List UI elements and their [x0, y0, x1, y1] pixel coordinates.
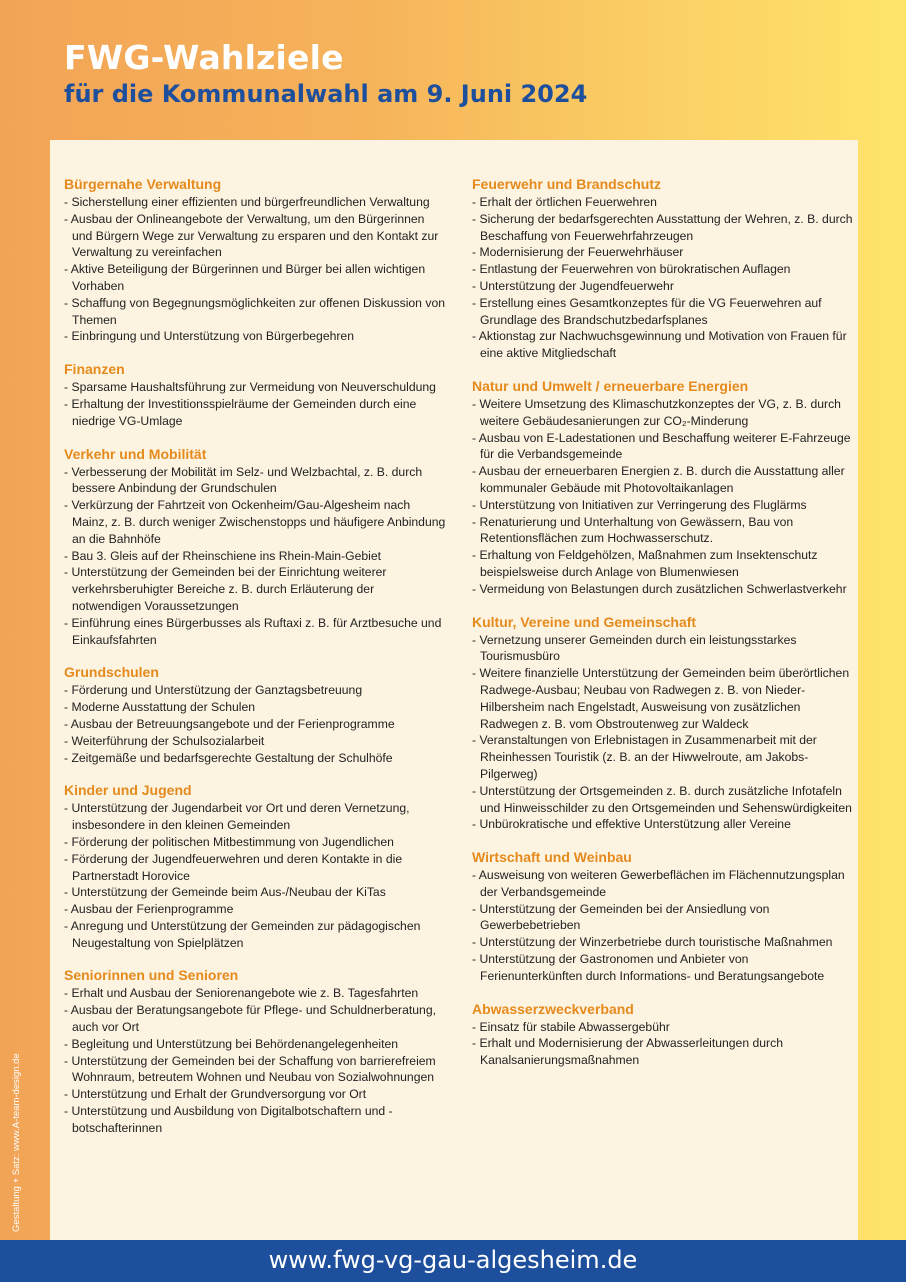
section-heading: Wirtschaft und Weinbau: [472, 849, 632, 866]
goal-item: - Schaffung von Begegnungsmöglichkeiten zur offenen Diskussion von Themen: [64, 295, 446, 329]
goal-item: - Erhalt und Modernisierung der Abwasserleitungen durch Kanalsanierungsmaßnahmen: [472, 1035, 854, 1069]
goal-item: - Ausbau der Ferienprogramme: [64, 901, 446, 918]
goal-item: - Ausbau der erneuerbaren Energien z. B. durch die Ausstattung aller kommunaler Gebäude mit Photovoltaikanlagen: [472, 463, 854, 497]
goal-item: - Ausbau der Betreuungsangebote und der Ferienprogramme: [64, 716, 446, 733]
goal-list: [472, 867, 854, 985]
goal-list: [64, 985, 446, 1136]
goal-item: - Unterstützung der Jugendarbeit vor Ort und deren Vernetzung, insbesondere in den kleinen Gemeinden: [64, 800, 446, 834]
section: [64, 782, 446, 951]
goal-item: - Förderung der politischen Mitbestimmung von Jugendlichen: [64, 834, 446, 851]
goal-item: - Einführung eines Bürgerbusses als Ruftaxi z. B. für Arztbesuche und Einkaufsfahrten: [64, 615, 446, 649]
goal-item: - Unterstützung von Initiativen zur Verringerung des Fluglärms: [472, 497, 854, 514]
content-panel: [50, 140, 858, 1240]
section-heading: Kinder und Jugend: [64, 782, 192, 799]
goal-item: - Anregung und Unterstützung der Gemeinden zur pädagogischen Neugestaltung von Spielplätzen: [64, 918, 446, 952]
section: [472, 176, 854, 362]
section-heading: Feuerwehr und Brandschutz: [472, 176, 662, 192]
section: [64, 176, 446, 345]
goal-item: - Erhaltung von Feldgehölzen, Maßnahmen zum Insektenschutz beispielsweise durch Anlage von Blumenwiesen: [472, 547, 854, 581]
goal-item: - Erstellung eines Gesamtkonzeptes für die VG Feuerwehren auf Grundlage des Brandschutzbedarfsplanes: [472, 295, 854, 329]
goal-item: - Bau 3. Gleis auf der Rheinschiene ins Rhein-Main-Gebiet: [64, 548, 446, 565]
goal-item: - Aktive Beteiligung der Bürgerinnen und Bürger bei allen wichtigen Vorhaben: [64, 261, 446, 295]
goal-item: - Begleitung und Unterstützung bei Behördenangelegenheiten: [64, 1036, 446, 1053]
goal-item: - Vernetzung unserer Gemeinden durch ein leistungsstarkes Tourismusbüro: [472, 632, 854, 666]
section: [64, 446, 446, 649]
goal-list: [472, 396, 854, 598]
goal-item: - Erhalt der örtlichen Feuerwehren: [472, 194, 854, 211]
section: [472, 849, 854, 985]
goal-item: - Erhalt und Ausbau der Seniorenangebote wie z. B. Tagesfahrten: [64, 985, 446, 1002]
goal-item: - Verkürzung der Fahrtzeit von Ockenheim/Gau-Algesheim nach Mainz, z. B. durch weniger Zwischenstopps und häufigere Anbindung an die Bahnhöfe: [64, 497, 446, 547]
page-subtitle: für die Kommunalwahl am 9. Juni 2024: [64, 80, 588, 108]
goal-item: - Ausbau der Onlineangebote der Verwaltung, um den Bürgerinnen und Bürgern Wege zur Verwaltung zu ersparen und den Kontakt zur Verwaltung zu vereinfachen: [64, 211, 446, 261]
section-heading: Abwasserzweckverband: [472, 1000, 634, 1017]
goal-item: - Weitere finanzielle Unterstützung der Gemeinden beim überörtlichen Radwege-Ausbau; Neubau von Radwegen z. B. von Nieder-Hilbersheim nach Engelstadt, Ausweisung von zusätzlichen Radwegen z. B. vom Obstroutenweg zur Waldeck: [472, 665, 854, 732]
section-heading: Seniorinnen und Senioren: [64, 967, 239, 984]
goal-list: [64, 194, 446, 345]
goal-item: - Vermeidung von Belastungen durch zusätzlichen Schwerlastverkehr: [472, 581, 854, 598]
right-column: [472, 176, 854, 1085]
footer-bar: [0, 1240, 906, 1282]
goal-item: - Renaturierung und Unterhaltung von Gewässern, Bau von Retentionsflächen zum Hochwasserschutz.: [472, 514, 854, 548]
design-credit: Gestaltung + Satz: www.A-team-design.de: [11, 1053, 22, 1232]
goal-item: - Verbesserung der Mobilität im Selz- und Welzbachtal, z. B. durch bessere Anbindung der Grundschulen: [64, 464, 446, 498]
goal-item: - Unterstützung und Erhalt der Grundversorgung vor Ort: [64, 1086, 446, 1103]
goal-item: - Ausbau von E-Ladestationen und Beschaffung weiterer E-Fahrzeuge für die Verbandsgemeinde: [472, 430, 854, 464]
goal-item: - Modernisierung der Feuerwehrhäuser: [472, 244, 854, 261]
goal-list: [64, 800, 446, 951]
goal-list: [64, 464, 446, 649]
section-heading: Verkehr und Mobilität: [64, 445, 207, 462]
goal-item: - Ausbau der Beratungsangebote für Pflege- und Schuldnerberatung, auch vor Ort: [64, 1002, 446, 1036]
goal-item: - Unterstützung der Jugendfeuerwehr: [472, 278, 854, 295]
goal-list: [472, 632, 854, 834]
section-heading: Bürgernahe Verwaltung: [64, 176, 222, 192]
goal-item: - Sicherung der bedarfsgerechten Ausstattung der Wehren, z. B. durch Beschaffung von Feuerwehrfahrzeugen: [472, 211, 854, 245]
goal-item: - Förderung und Unterstützung der Ganztagsbetreuung: [64, 682, 446, 699]
goal-item: - Aktionstag zur Nachwuchsgewinnung und Motivation von Frauen für eine aktive Mitgliedschaft: [472, 328, 854, 362]
goal-item: - Unterstützung der Gemeinde beim Aus-/Neubau der KiTas: [64, 884, 446, 901]
goal-item: - Zeitgemäße und bedarfsgerechte Gestaltung der Schulhöfe: [64, 750, 446, 767]
goal-list: [64, 682, 446, 766]
goal-item: - Unterstützung der Gemeinden bei der Einrichtung weiterer verkehrsberuhigter Bereiche z. B. durch Erläuterung der notwendigen Voraussetzungen: [64, 564, 446, 614]
goal-item: - Förderung der Jugendfeuerwehren und deren Kontakte in die Partnerstadt Horovice: [64, 851, 446, 885]
goal-list: [472, 1019, 854, 1069]
website-link[interactable]: www.fwg-vg-gau-algesheim.de: [268, 1246, 638, 1274]
goal-item: - Weitere Umsetzung des Klimaschutzkonzeptes der VG, z. B. durch weitere Gebäudesanierungen zur CO₂-Minderung: [472, 396, 854, 430]
goal-item: - Unterstützung der Ortsgemeinden z. B. durch zusätzliche Infotafeln und Hinweisschilder zu den Ortsgemeinden und Sehenswürdigkeiten: [472, 783, 854, 817]
goal-item: - Veranstaltungen von Erlebnistagen in Zusammenarbeit mit der Rheinhessen Touristik (z. B. an der Hiwwelroute, am Jakobs-Pilgerweg): [472, 732, 854, 782]
goal-item: - Ausweisung von weiteren Gewerbeflächen im Flächennutzungsplan der Verbandsgemeinde: [472, 867, 854, 901]
section-heading: Finanzen: [64, 361, 125, 378]
goal-item: - Sicherstellung einer effizienten und bürgerfreundlichen Verwaltung: [64, 194, 446, 211]
goal-item: - Weiterführung der Schulsozialarbeit: [64, 733, 446, 750]
goal-item: - Erhaltung der Investitionsspielräume der Gemeinden durch eine niedrige VG-Umlage: [64, 396, 446, 430]
section-heading: Natur und Umwelt / erneuerbare Energien: [472, 377, 749, 394]
section: [64, 967, 446, 1136]
goal-item: - Moderne Ausstattung der Schulen: [64, 699, 446, 716]
left-column: [64, 176, 446, 1153]
goal-item: - Sparsame Haushaltsführung zur Vermeidung von Neuverschuldung: [64, 379, 446, 396]
page-title: FWG-Wahlziele: [64, 38, 344, 77]
goal-item: - Einbringung und Unterstützung von Bürgerbegehren: [64, 328, 446, 345]
section-heading: Kultur, Vereine und Gemeinschaft: [472, 613, 697, 630]
goal-item: - Unterstützung der Gemeinden bei der Schaffung von barrierefreiem Wohnraum, betreutem Wohnen und Neubau von Sozialwohnungen: [64, 1053, 446, 1087]
goal-item: - Unterstützung der Gastronomen und Anbieter von Ferienunterkünften durch Informations- und Beratungsangebote: [472, 951, 854, 985]
section-heading: Grundschulen: [64, 664, 159, 681]
goal-list: [64, 379, 446, 429]
goal-item: - Unbürokratische und effektive Unterstützung aller Vereine: [472, 816, 854, 833]
section: [472, 378, 854, 598]
goal-item: - Unterstützung der Winzerbetriebe durch touristische Maßnahmen: [472, 934, 854, 951]
section: [472, 1001, 854, 1069]
goal-item: - Einsatz für stabile Abwassergebühr: [472, 1019, 854, 1036]
section: [472, 614, 854, 834]
goal-list: [472, 194, 854, 362]
goal-item: - Entlastung der Feuerwehren von bürokratischen Auflagen: [472, 261, 854, 278]
goal-item: - Unterstützung und Ausbildung von Digitalbotschaftern und -botschafterinnen: [64, 1103, 446, 1137]
section: [64, 361, 446, 429]
goal-item: - Unterstützung der Gemeinden bei der Ansiedlung von Gewerbebetrieben: [472, 901, 854, 935]
section: [64, 664, 446, 766]
